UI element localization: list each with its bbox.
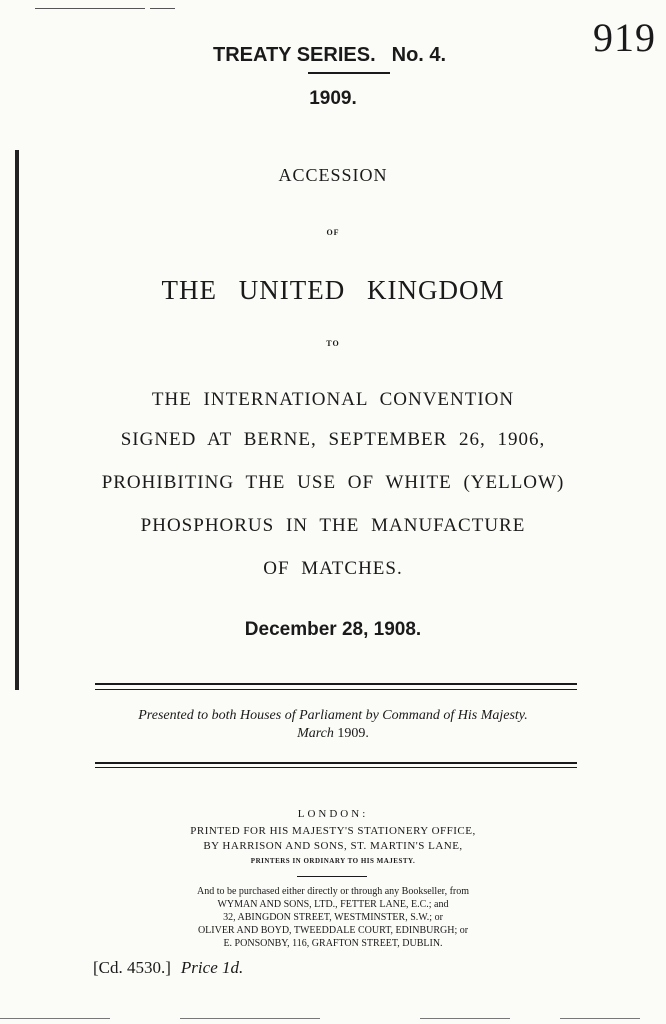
divider: [95, 767, 577, 768]
presented-note: [0, 707, 666, 743]
convention-line: OF MATCHES.: [263, 558, 403, 579]
title-underline: [308, 72, 390, 74]
purchase-line: 32, ABINGDON STREET, WESTMINSTER, S.W.; or: [223, 912, 443, 923]
presented-date: [0, 725, 666, 743]
convention-line: PROHIBITING THE USE OF WHITE (YELLOW): [101, 472, 565, 493]
purchase-line: WYMAN AND SONS, LTD., FETTER LANE, E.C.; and: [217, 899, 449, 910]
scan-mark: [180, 1018, 320, 1019]
purchase-line: OLIVER AND BOYD, TWEEDDALE COURT, EDINBURGH; or: [197, 925, 469, 936]
scan-mark: [35, 8, 145, 9]
country-heading: THE UNITED KINGDOM: [161, 275, 505, 305]
command-paper-number: [Cd. 4530.]: [93, 958, 171, 977]
treaty-date: December 28, 1908.: [244, 619, 422, 640]
scan-mark: [0, 1018, 110, 1019]
divider: [95, 683, 577, 685]
imprint-printers: PRINTERS IN ORDINARY TO HIS MAJESTY.: [250, 857, 416, 865]
imprint-printed-line: PRINTED FOR HIS MAJESTY'S STATIONERY OFFICE,: [190, 825, 476, 837]
series-title-text: TREATY SERIES.: [213, 44, 376, 66]
scan-mark: [150, 8, 175, 9]
page-number: 919: [593, 15, 656, 60]
series-year: 1909.: [309, 88, 357, 109]
convention-line: THE INTERNATIONAL CONVENTION: [151, 389, 515, 410]
imprint-city: LONDON:: [297, 808, 369, 820]
presented-year: 1909.: [337, 726, 369, 741]
convention-line: PHOSPHORUS IN THE MANUFACTURE: [140, 515, 526, 536]
presented-text: Presented to both Houses of Parliament by Command of His Majesty.: [138, 708, 528, 723]
divider: [95, 762, 577, 764]
command-paper-footer: [93, 958, 243, 978]
purchase-line: E. PONSONBY, 116, GRAFTON STREET, DUBLIN.: [223, 938, 443, 949]
of-word: OF: [326, 228, 340, 237]
short-divider: [297, 876, 367, 877]
presented-month: March: [297, 726, 334, 741]
to-word: TO: [326, 339, 340, 348]
series-title: [213, 44, 446, 67]
accession-heading: ACCESSION: [278, 165, 388, 185]
imprint-printed-line: BY HARRISON AND SONS, ST. MARTIN'S LANE,: [203, 840, 463, 852]
divider: [95, 689, 577, 690]
price: Price 1d.: [180, 958, 244, 977]
series-number: No. 4.: [391, 44, 447, 66]
scan-mark: [420, 1018, 510, 1019]
purchase-line: And to be purchased either directly or through any Bookseller, from: [196, 886, 470, 897]
scan-mark: [560, 1018, 640, 1019]
convention-line: SIGNED AT BERNE, SEPTEMBER 26, 1906,: [120, 429, 546, 450]
